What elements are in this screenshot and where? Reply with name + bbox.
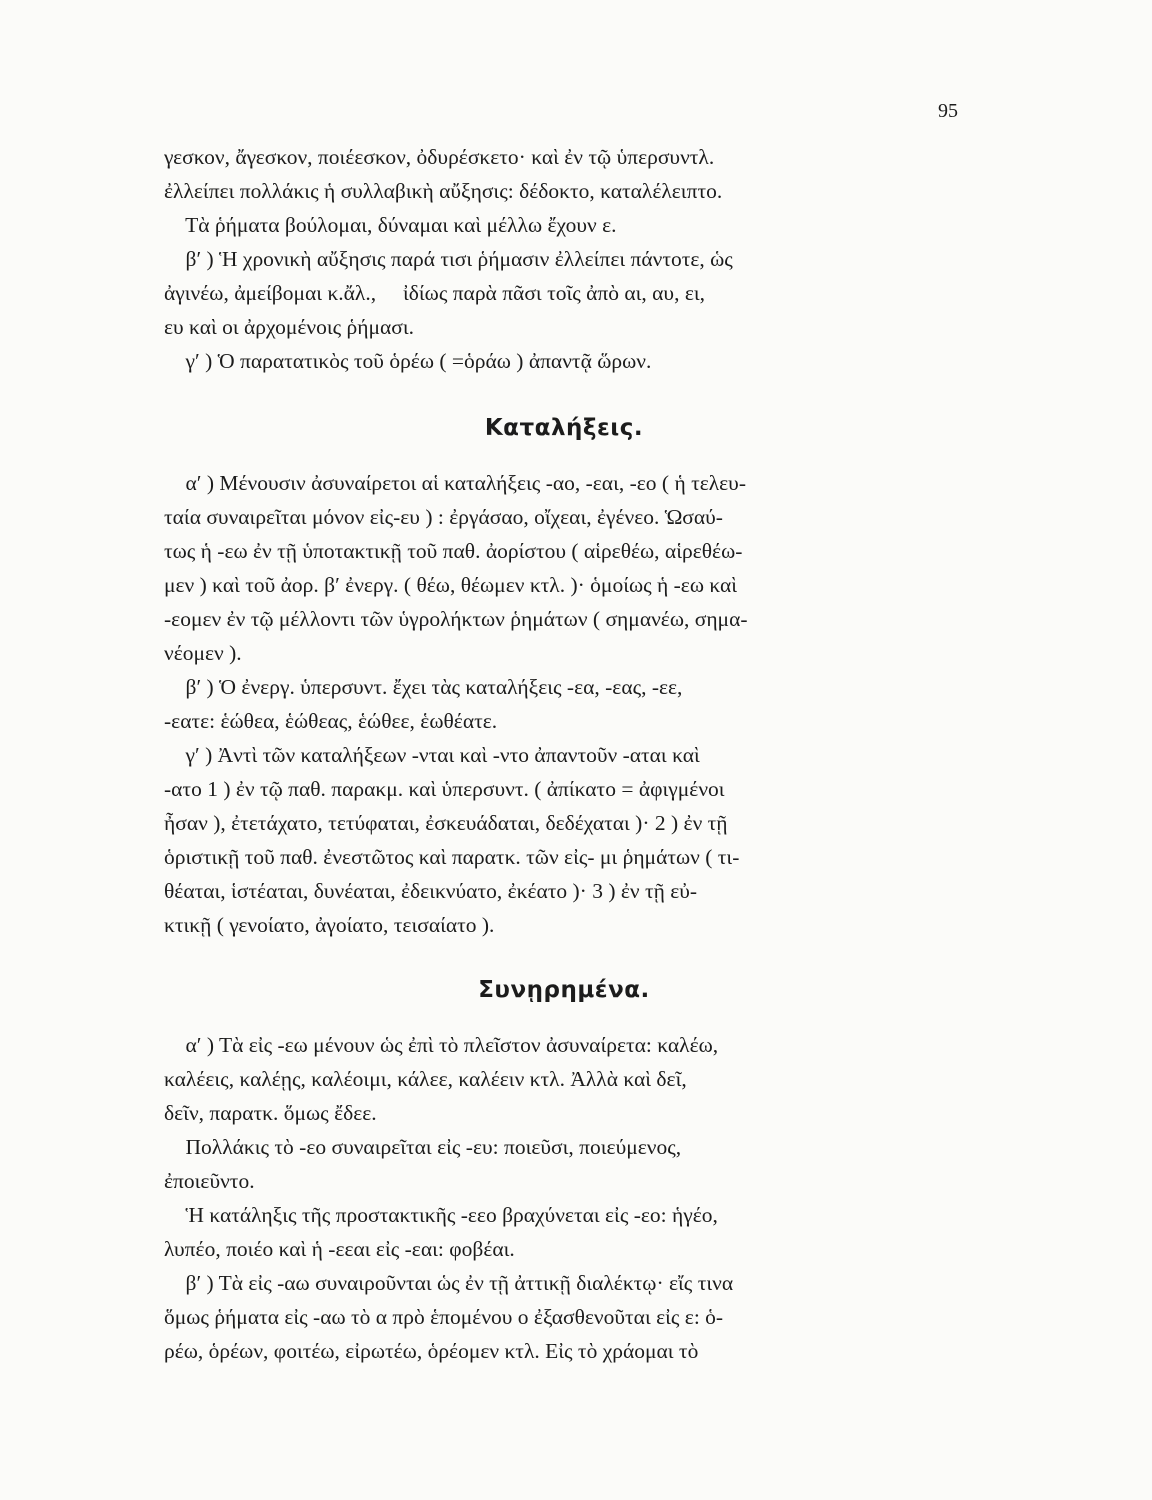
text-line: ταία συναιρεῖται μόνον εἰς-ευ ) : ἐργάσαο, οἴχεαι, ἐγένεο. Ὡσαύ-: [164, 505, 723, 529]
text-line: κτικῇ ( γενοίατο, ἀγοίατο, τεισαίατο ).: [164, 913, 495, 937]
page-number: 95: [938, 100, 958, 122]
text-line: γ′ ) Ἀντὶ τῶν καταλήξεων -νται καὶ -ντο ἀπαντοῦν -αται καὶ: [164, 743, 700, 767]
text-line: Ἡ κατάληξις τῆς προστακτικῆς -εεο βραχύνεται εἰς -εο: ἡγέο,: [164, 1203, 718, 1227]
text-line: -ατο 1 ) ἐν τῷ παθ. παρακμ. καὶ ὑπερσυντ. ( ἀπίκατο = ἀφιγμένοι: [164, 777, 725, 801]
text-line: γεσκον, ἄγεσκον, ποιέεσκον, ὀδυρέσκετο· καὶ ἐν τῷ ὑπερσυντλ.: [164, 145, 715, 169]
text-line: α′ ) Τὰ εἰς -εω μένουν ὡς ἐπὶ τὸ πλεῖστον ἀσυναίρετα: καλέω,: [164, 1033, 719, 1057]
text-line: γ′ ) Ὁ παρατατικὸς τοῦ ὁρέω ( =ὁράω ) ἀπαντᾷ ὥρων.: [164, 349, 652, 373]
page-body: [164, 140, 964, 1368]
text-line: ρέω, ὁρέων, φοιτέω, εἰρωτέω, ὁρέομεν κτλ. Εἰς τὸ χράομαι τὸ: [164, 1339, 699, 1363]
text-line: -εατε: ἑώθεα, ἑώθεας, ἑώθεε, ἑωθέατε.: [164, 709, 498, 733]
text-line: ἀγινέω, ἀμείβομαι κ.ἄλ., ἰδίως παρὰ πᾶσι τοῖς ἀπὸ αι, αυ, ει,: [164, 281, 706, 305]
text-line: ἦσαν ), ἐτετάχατο, τετύφαται, ἐσκευάδαται, δεδέχαται )· 2 ) ἐν τῇ: [164, 811, 728, 835]
text-line: μεν ) καὶ τοῦ ἀορ. β′ ἐνεργ. ( θέω, θέωμεν κτλ. )· ὁμοίως ἡ -εω καὶ: [164, 573, 738, 597]
text-line: -εομεν ἐν τῷ μέλλοντι τῶν ὑγρολήκτων ῥημάτων ( σημανέω, σημα-: [164, 607, 748, 631]
text-line: β′ ) Τὰ εἰς -αω συναιροῦνται ὡς ἐν τῇ ἀττικῇ διαλέκτῳ· εἴς τινα: [164, 1271, 734, 1295]
text-line: α′ ) Μένουσιν ἀσυναίρετοι αἱ καταλήξεις -αο, -εαι, -εο ( ἡ τελευ-: [164, 471, 746, 495]
text-line: β′ ) Ἡ χρονικὴ αὔξησις παρά τισι ῥήμασιν ἐλλείπει πάντοτε, ὡς: [164, 247, 733, 271]
text-line: ὅμως ῥήματα εἰς -αω τὸ α πρὸ ἑπομένου ο ἐξασθενοῦται εἰς ε: ὁ-: [164, 1305, 724, 1329]
text-line: ὁριστικῇ τοῦ παθ. ἐνεστῶτος καὶ παρατκ. τῶν εἰς- μι ῥημάτων ( τι-: [164, 845, 740, 869]
text-line: Τὰ ῥήματα βούλομαι, δύναμαι καὶ μέλλω ἔχουν ε.: [164, 213, 617, 237]
text-line: β′ ) Ὁ ἐνεργ. ὑπερσυντ. ἔχει τὰς καταλήξεις -εα, -εας, -εε,: [164, 675, 683, 699]
section-heading-contracted: Συνῃρημένα.: [478, 977, 650, 1003]
text-line: τως ἡ -εω ἐν τῇ ὑποτακτικῇ τοῦ παθ. ἀορίστου ( αἱρεθέω, αἱρεθέω-: [164, 539, 743, 563]
section-heading-endings: Καταλήξεις.: [484, 415, 644, 441]
text-line: Πολλάκις τὸ -εο συναιρεῖται εἰς -ευ: ποιεῦσι, ποιεύμενος,: [164, 1135, 682, 1159]
text-line: θέαται, ἱστέαται, δυνέαται, ἐδεικνύατο, ἐκέατο )· 3 ) ἐν τῇ εὐ-: [164, 879, 698, 903]
text-line: νέομεν ).: [164, 641, 242, 665]
text-line: ἐποιεῦντο.: [164, 1169, 255, 1193]
text-line: καλέεις, καλέῃς, καλέοιμι, κάλεε, καλέειν κτλ. Ἀλλὰ καὶ δεῖ,: [164, 1067, 687, 1091]
text-line: λυπέο, ποιέο καὶ ἡ -εεαι εἰς -εαι: φοβέαι.: [164, 1237, 515, 1261]
text-line: ἐλλείπει πολλάκις ἡ συλλαβικὴ αὔξησις: δέδοκτο, καταλέλειπτο.: [164, 179, 723, 203]
text-line: δεῖν, παρατκ. ὅμως ἔδεε.: [164, 1101, 377, 1125]
text-line: ευ καὶ οι ἀρχομένοις ῥήμασι.: [164, 315, 415, 339]
